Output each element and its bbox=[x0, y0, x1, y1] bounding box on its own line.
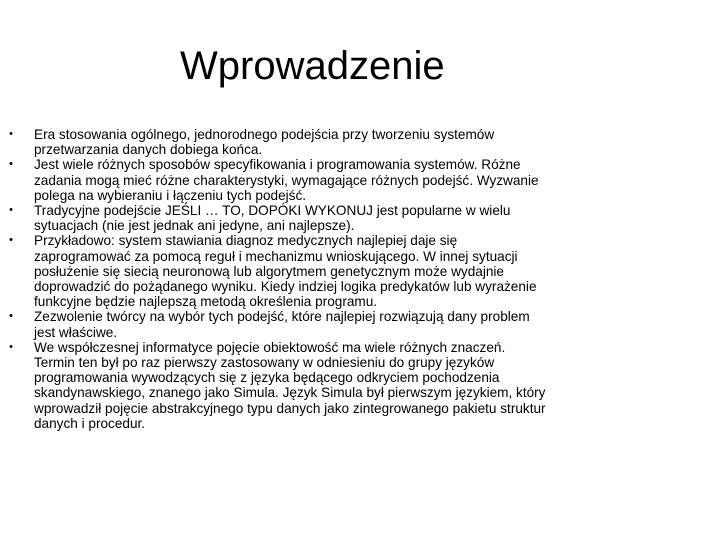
bullet-text bbox=[34, 309, 644, 339]
bullet-text-line: przetwarzania danych dobiega końca. bbox=[34, 142, 263, 158]
bullet-text-line: posłużenie się siecią neuronową lub algorytmem genetycznym może wydajnie bbox=[34, 263, 504, 279]
bullet-text-line: wprowadził pojęcie abstrakcyjnego typu danych jako zintegrowanego pakietu struktur bbox=[34, 400, 546, 416]
bullet-text-line: sytuacjach (nie jest jednak ani jedyne, ani najlepsze). bbox=[34, 218, 355, 234]
bullet-text-line: danych i procedur. bbox=[34, 415, 146, 431]
bullet-list bbox=[9, 127, 644, 431]
bullet-text-line: Era stosowania ogólnego, jednorodnego podejścia przy tworzeniu systemów bbox=[34, 127, 495, 142]
bullet-text-line: Tradycyjne podejście JEŚLI … TO, DOPÓKI WYKONUJ jest popularne w wielu bbox=[34, 203, 511, 219]
bullet-text-line: doprowadzić do pożądanego wyniku. Kiedy indziej logika predykatów lub wyrażenie bbox=[34, 279, 537, 295]
bullet-text-line: jest właściwe. bbox=[34, 324, 118, 340]
bullet-text-line: programowania wywodzących się z języka będącego odkryciem pochodzenia bbox=[34, 370, 500, 386]
bullet-item bbox=[9, 127, 644, 158]
bullet-text-line: skandynawskiego, znanego jako Simula. Język Simula był pierwszym językiem, który bbox=[34, 385, 546, 401]
bullet-point-icon: • bbox=[9, 128, 13, 140]
bullet-item bbox=[9, 339, 644, 431]
bullet-text bbox=[34, 127, 644, 157]
bullet-text-line: polega na wybieraniu i łączeniu tych podejść. bbox=[34, 187, 307, 203]
bullet-item bbox=[9, 309, 644, 340]
bullet-text bbox=[34, 233, 644, 309]
bullet-item bbox=[9, 203, 644, 234]
bullet-point-icon: • bbox=[9, 340, 13, 353]
bullet-text bbox=[34, 203, 644, 233]
bullet-point-icon: • bbox=[9, 204, 13, 217]
bullet-text-line: We współczesnej informatyce pojęcie obiektowość ma wiele różnych znaczeń. bbox=[34, 339, 506, 355]
bullet-text bbox=[34, 157, 644, 203]
bullet-point-icon: • bbox=[9, 310, 13, 323]
slide-title: Wprowadzenie bbox=[180, 44, 445, 88]
bullet-text-line: zadania mogą mieć różne charakterystyki, wymagające różnych podejść. Wyzwanie bbox=[34, 172, 539, 188]
bullet-point-icon: • bbox=[9, 158, 13, 171]
bullet-item bbox=[9, 233, 644, 310]
bullet-text bbox=[34, 340, 644, 431]
bullet-text-line: Zezwolenie twórcy na wybór tych podejść, które najlepiej rozwiązują dany problem bbox=[34, 309, 530, 325]
bullet-text-line: Przykładowo: system stawiania diagnoz medycznych najlepiej daje się bbox=[34, 233, 458, 249]
bullet-text-line: Jest wiele różnych sposobów specyfikowania i programowania systemów. Różne bbox=[34, 157, 521, 173]
bullet-item bbox=[9, 157, 644, 203]
bullet-text-line: Termin ten był po raz pierwszy zastosowany w odniesieniu do grupy języków bbox=[34, 355, 495, 371]
bullet-text-line: funkcyjne będzie najlepszą metodą określenia programu. bbox=[34, 294, 378, 310]
bullet-text-line: zaprogramować za pomocą reguł i mechanizmu wnioskującego. W innej sytuacji bbox=[34, 248, 518, 264]
bullet-point-icon: • bbox=[9, 234, 13, 247]
